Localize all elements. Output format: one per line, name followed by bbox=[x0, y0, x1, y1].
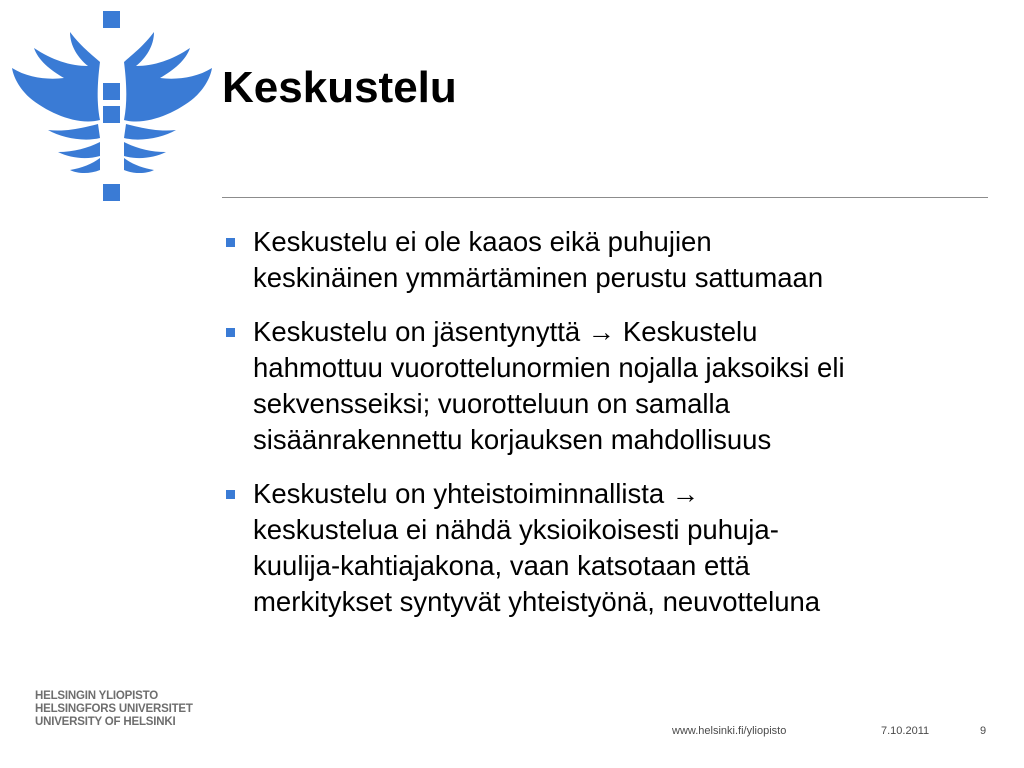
bullet-text: Keskustelu on yhteistoiminnallista → keskustelua ei nähdä yksioikoisesti puhuja- kuulija-kahtiajakona, vaan katsotaan että merkitykset syntyvät yhteistyönä, neuvotteluna bbox=[253, 478, 821, 617]
footer-date: 7.10.2011 bbox=[881, 725, 930, 737]
university-name-line: UNIVERSITY OF HELSINKI bbox=[35, 716, 176, 728]
page-number: 9 bbox=[980, 725, 987, 737]
bullet-item bbox=[222, 314, 992, 458]
university-name bbox=[35, 690, 193, 729]
university-name-line: HELSINGFORS UNIVERSITET bbox=[35, 703, 193, 715]
bullet-text: Keskustelu ei ole kaaos eikä puhujien keskinäinen ymmärtäminen perustu sattumaan bbox=[253, 226, 824, 293]
bullet-list bbox=[222, 224, 992, 638]
university-name-line: HELSINGIN YLIOPISTO bbox=[35, 690, 158, 702]
footer-url: www.helsinki.fi/yliopisto bbox=[672, 725, 787, 737]
square-bullet-icon bbox=[226, 328, 235, 337]
bullet-item bbox=[222, 476, 992, 620]
bullet-text: Keskustelu on jäsentynyttä → Keskustelu hahmottuu vuorottelunormien nojalla jaksoiksi eli sekvensseiksi; vuorotteluun on samalla sisäänrakennettu korjauksen mahdollisuus bbox=[253, 316, 845, 455]
title-divider bbox=[222, 197, 988, 198]
university-logo-icon bbox=[8, 8, 216, 204]
square-bullet-icon bbox=[226, 238, 235, 247]
bullet-item bbox=[222, 224, 992, 296]
slide-title: Keskustelu bbox=[222, 63, 457, 112]
square-bullet-icon bbox=[226, 490, 235, 499]
